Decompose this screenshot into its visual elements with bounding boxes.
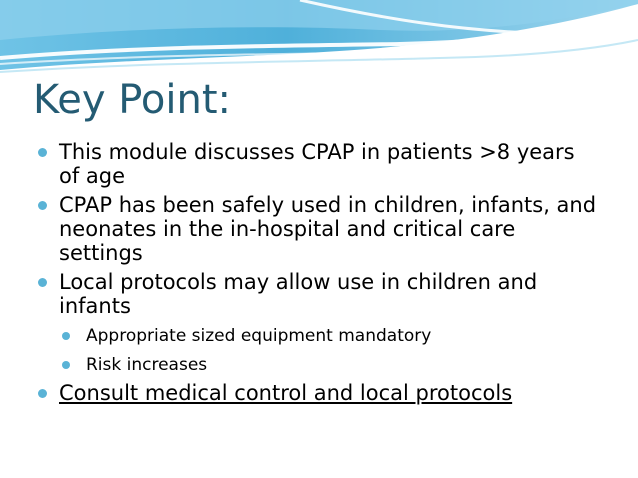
slide-title: Key Point: — [33, 77, 232, 123]
sub-bullet-text: Appropriate sized equipment mandatory — [86, 326, 432, 346]
sub-bullet-dot-icon — [62, 332, 70, 340]
bullet-item — [37, 381, 597, 405]
bullet-item — [37, 140, 597, 188]
sub-bullet-list — [59, 325, 597, 376]
bullet-text: Local protocols may allow use in children and infants — [59, 270, 538, 318]
consult-protocols-link[interactable]: Consult medical control and local protocols — [59, 381, 513, 405]
bullet-dot-icon — [38, 389, 47, 398]
sub-bullet-text: Risk increases — [86, 355, 208, 375]
sub-bullet-dot-icon — [62, 361, 70, 369]
header-wave-decoration — [0, 0, 638, 80]
bullet-dot-icon — [38, 148, 47, 157]
bullet-item — [37, 270, 597, 376]
bullet-text: CPAP has been safely used in children, infants, and neonates in the in-hospital and critical care settings — [59, 193, 597, 265]
sub-bullet-item — [61, 354, 597, 376]
bullet-dot-icon — [38, 278, 47, 287]
bullet-text: This module discusses CPAP in patients >8 years of age — [59, 140, 575, 188]
bullet-dot-icon — [38, 201, 47, 210]
bullet-item — [37, 193, 597, 265]
bullet-list — [37, 140, 597, 405]
sub-bullet-item — [61, 325, 597, 347]
